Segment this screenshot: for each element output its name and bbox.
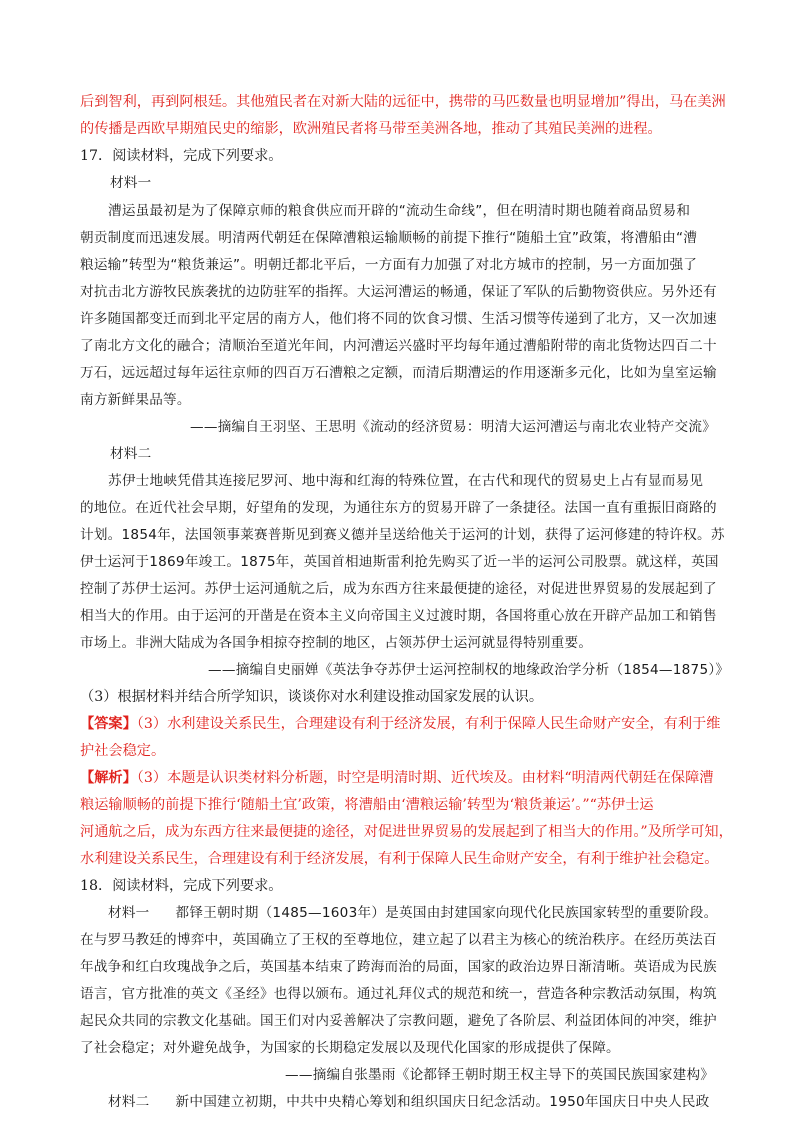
q17-material-2-line: 苏伊士地峡凭借其连接尼罗河、地中海和红海的特殊位置，在古代和现代的贸易史上占有显而易见	[108, 473, 704, 489]
q17-material-2-title: 材料二	[110, 446, 152, 462]
q17-analysis-line	[80, 768, 713, 788]
q18-material-1-title: 材料一	[108, 905, 150, 921]
q17-material-1-line: 朝贡制度而迅速发展。明清两代朝廷在保障漕粮运输顺畅的前提下推行“随船土宜”政策，将漕船由“漕	[80, 230, 698, 246]
q17-answer-line	[80, 714, 720, 734]
q17-material-2-line: 计划。1854年，法国领事莱赛普斯见到赛义德并呈送给他关于运河的计划，获得了运河修建的特许权。苏	[80, 527, 725, 543]
q18-material-1-line: 年战争和红白玫瑰战争之后，英国基本结束了跨海而治的局面，国家的政治边界日渐清晰。英语成为民族	[80, 959, 717, 975]
q17-material-1-line: 粮运输”转型为“粮货兼运”。明朝迁都北平后，一方面有力加强了对北方城市的控制，另一方面加强了	[80, 257, 698, 273]
q17-material-2-line: 伊士运河于1869年竣工。1875年，英国首相迪斯雷利抢先购买了近一半的运河公司股票。就这样，英国	[80, 554, 719, 570]
answer-text: （3）水利建设关系民生，合理建设有利于经济发展，有利于保障人民生命财产安全，有利于维	[136, 716, 721, 732]
q17-material-2-line: 的地位。在近代社会早期，好望角的发现，为通往东方的贸易开辟了一条捷径。法国一直有重振旧商路的	[80, 500, 717, 516]
q18-material-2-first-line	[108, 1092, 710, 1112]
q18-material-1-line: 语言，官方批准的英文《圣经》也得以颁布。通过礼拜仪式的规范和统一，营造各种宗教活动氛围，构筑	[80, 986, 717, 1002]
q18-material-1-line: 在与罗马教廷的博弈中，英国确立了王权的至尊地位，建立起了以君主为核心的统治秩序。在经历英法百	[80, 932, 717, 948]
q18-material-2-text: 新中国建立初期，中共中央精心筹划和组织国庆日纪念活动。1950年国庆日中央人民政	[175, 1094, 710, 1110]
q17-material-1-line: 许多随国都变迁而到北平定居的南方人，他们将不同的饮食习惯、生活习惯等传递到了北方，又一次加速	[80, 311, 717, 327]
q17-material-2-line: 控制了苏伊士运河。苏伊士运河通航之后，成为东西方往来最便捷的途径，对促进世界贸易的发展起到了	[80, 581, 717, 597]
q17-material-1-line: 漕运虽最初是为了保障京师的粮食供应而开辟的“流动生命线”，但在明清时期也随着商品贸易和	[108, 203, 691, 219]
q17-analysis-line: 河通航之后，成为东西方往来最便捷的途径，对促进世界贸易的发展起到了相当大的作用。”及所学可知，	[80, 824, 733, 840]
q17-answer-line: 护社会稳定。	[80, 743, 166, 759]
q17-analysis-line: 水利建设关系民生，合理建设有利于经济发展，有利于保障人民生命财产安全，有利于维护社会稳定。	[80, 851, 719, 867]
q18-material-1-first-line	[108, 903, 717, 923]
q17-material-1-line: 南方新鲜果品等。	[80, 392, 191, 408]
q17-material-1-line: 了南北方文化的融合；清顺治至道光年间，内河漕运兴盛时平均每年通过漕船附带的南北货物达四百二十	[80, 338, 717, 354]
q17-analysis-line: 粮运输顺畅的前提下推行‘随船土宜’政策，将漕船由‘漕粮运输’转型为‘粮货兼运’。”“苏伊士运	[80, 797, 654, 813]
q18-material-1-text: 都铎王朝时期（1485—1603年）是英国由封建国家向现代化民族国家转型的重要阶段。	[175, 905, 718, 921]
prev-answer-line: 的传播是西欧早期殖民史的缩影，欧洲殖民者将马带至美洲各地，推动了其殖民美洲的进程。	[80, 121, 662, 137]
q17-material-1-line: 对抗击北方游牧民族袭扰的边防驻军的指挥。大运河漕运的畅通，保证了军队的后勤物资供应。另外还有	[80, 284, 717, 300]
q17-question-3: （3）根据材料并结合所学知识，谈谈你对水利建设推动国家发展的认识。	[80, 689, 544, 705]
answer-tag: 【答案】	[80, 716, 137, 732]
q18-heading: 18．阅读材料，完成下列要求。	[80, 878, 283, 894]
q17-material-2-line: 市场上。非洲大陆成为各国争相掠夺控制的地区，占领苏伊士运河就显得特别重要。	[80, 635, 593, 651]
prev-answer-line: 后到智利，再到阿根廷。其他殖民者在对新大陆的远征中，携带的马匹数量也明显增加”得出，马在美洲	[80, 94, 726, 110]
q17-material-1-title: 材料一	[110, 175, 152, 191]
q17-material-2-line: 相当大的作用。由于运河的开凿是在资本主义向帝国主义过渡时期，各国将重心放在开辟产品加工和销售	[80, 608, 717, 624]
q18-material-1-line: 了社会稳定；对外避免战争，为国家的长期稳定发展以及现代化国家的形成提供了保障。	[80, 1040, 620, 1056]
analysis-tag: 【解析】	[80, 770, 137, 786]
q17-heading: 17．阅读材料，完成下列要求。	[80, 148, 283, 164]
analysis-text: （3）本题是认识类材料分析题，时空是明清时期、近代埃及。由材料“明清两代朝廷在保障漕	[136, 770, 714, 786]
q17-material-1-source: ——摘编自王羽坚、王思明《流动的经济贸易：明清大运河漕运与南北农业特产交流》	[190, 419, 717, 435]
q18-material-1-line: 起民众共同的宗教文化基础。国王们对内妥善解决了宗教问题，避免了各阶层、利益团体间的冲突，维护	[80, 1013, 717, 1029]
q17-material-1-line: 万石，远远超过每年运往京师的四百万石漕粮之定额，而清后期漕运的作用逐渐多元化，比如为皇室运输	[80, 365, 717, 381]
q18-material-1-source: ——摘编自张墨雨《论都铎王朝时期王权主导下的英国民族国家建构》	[285, 1067, 715, 1083]
q17-material-2-source: ——摘编自史丽婵《英法争夺苏伊士运河控制权的地缘政治学分析（1854—1875）》	[208, 662, 730, 678]
q18-material-2-title: 材料二	[108, 1094, 150, 1110]
